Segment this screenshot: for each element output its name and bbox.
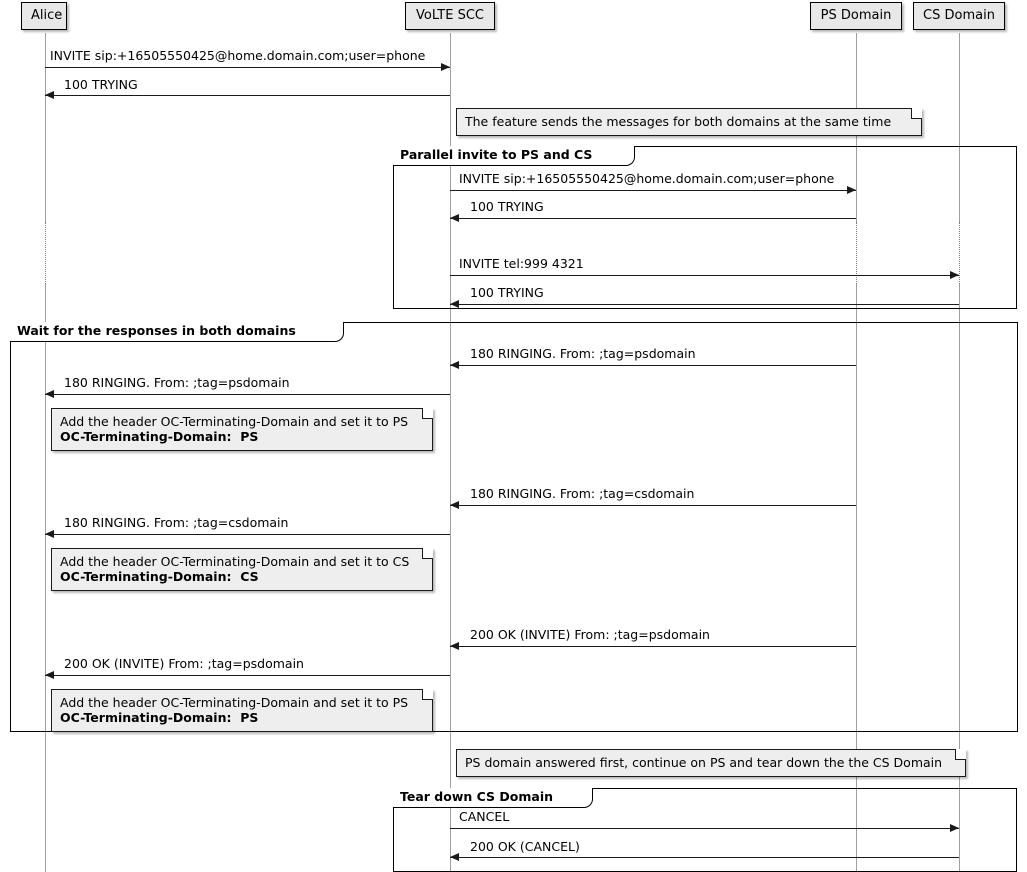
message-arrowhead-m3 — [847, 186, 856, 194]
message-line-m11 — [450, 646, 856, 647]
group-label-teardown: Tear down CS Domain — [393, 788, 593, 808]
message-label-m12: 200 OK (INVITE) From: ;tag=psdomain — [64, 656, 304, 671]
message-arrowhead-m2 — [45, 91, 54, 99]
message-line-m3 — [450, 190, 856, 191]
message-arrowhead-m14 — [450, 853, 459, 861]
lifeline-segment — [45, 33, 46, 222]
message-line-m6 — [450, 304, 959, 305]
message-line-m8 — [45, 394, 450, 395]
message-arrowhead-m5 — [950, 271, 959, 279]
message-label-m4: 100 TRYING — [470, 199, 544, 214]
note-n1 — [456, 108, 922, 136]
message-label-m3: INVITE sip:+16505550425@home.domain.com;user=phone — [459, 171, 835, 186]
message-label-m10: 180 RINGING. From: ;tag=csdomain — [64, 515, 289, 530]
message-arrowhead-m9 — [450, 501, 459, 509]
message-label-m7: 180 RINGING. From: ;tag=psdomain — [470, 346, 696, 361]
message-arrowhead-m4 — [450, 214, 459, 222]
message-arrowhead-m11 — [450, 642, 459, 650]
note-line: OC-Terminating-Domain: CS — [60, 569, 259, 584]
group-label-parallel: Parallel invite to PS and CS — [393, 146, 635, 166]
message-arrowhead-m6 — [450, 300, 459, 308]
message-label-m13: CANCEL — [459, 809, 510, 824]
note-fold-icon — [422, 408, 433, 419]
message-line-m2 — [45, 95, 450, 96]
note-line: Add the header OC-Terminating-Domain and set it to CS — [60, 554, 410, 569]
message-label-m8: 180 RINGING. From: ;tag=psdomain — [64, 375, 290, 390]
note-line: OC-Terminating-Domain: PS — [60, 429, 259, 444]
message-arrowhead-m13 — [950, 824, 959, 832]
note-fold-icon — [422, 689, 433, 700]
note-n4 — [51, 689, 433, 732]
note-line: The feature sends the messages for both domains at the same time — [465, 114, 892, 129]
participant-volte-scc[interactable]: VoLTE SCC — [405, 2, 495, 30]
note-line: Add the header OC-Terminating-Domain and set it to PS — [60, 414, 409, 429]
participant-alice[interactable]: Alice — [21, 2, 67, 30]
message-line-m12 — [45, 675, 450, 676]
participant-ps-domain[interactable]: PS Domain — [810, 2, 902, 30]
note-line: OC-Terminating-Domain: PS — [60, 710, 259, 725]
message-line-m7 — [450, 365, 856, 366]
message-label-m14: 200 OK (CANCEL) — [470, 839, 580, 854]
message-line-m14 — [450, 857, 959, 858]
note-line: Add the header OC-Terminating-Domain and set it to PS — [60, 695, 409, 710]
note-n5 — [456, 749, 966, 777]
message-arrowhead-m8 — [45, 390, 54, 398]
message-arrowhead-m1 — [441, 63, 450, 71]
message-line-m1 — [45, 67, 450, 68]
note-fold-icon — [955, 749, 966, 760]
note-n2 — [51, 408, 433, 451]
note-n3 — [51, 548, 433, 591]
note-line: PS domain answered first, continue on PS and tear down the the CS Domain — [465, 755, 943, 770]
message-label-m5: INVITE tel:999 4321 — [459, 256, 584, 271]
message-label-m2: 100 TRYING — [64, 77, 138, 92]
message-label-m6: 100 TRYING — [470, 285, 544, 300]
participant-cs-domain[interactable]: CS Domain — [913, 2, 1005, 30]
message-arrowhead-m10 — [45, 530, 54, 538]
message-line-m10 — [45, 534, 450, 535]
message-label-m1: INVITE sip:+16505550425@home.domain.com;user=phone — [50, 48, 426, 63]
message-line-m4 — [450, 218, 856, 219]
message-arrowhead-m7 — [450, 361, 459, 369]
lifeline-segment — [45, 222, 46, 284]
message-line-m5 — [450, 275, 959, 276]
message-arrowhead-m12 — [45, 671, 54, 679]
note-fold-icon — [911, 108, 922, 119]
group-label-wait: Wait for the responses in both domains — [10, 322, 344, 342]
message-line-m9 — [450, 505, 856, 506]
note-fold-icon — [422, 548, 433, 559]
message-label-m11: 200 OK (INVITE) From: ;tag=psdomain — [470, 627, 710, 642]
message-label-m9: 180 RINGING. From: ;tag=csdomain — [470, 486, 695, 501]
message-line-m13 — [450, 828, 959, 829]
